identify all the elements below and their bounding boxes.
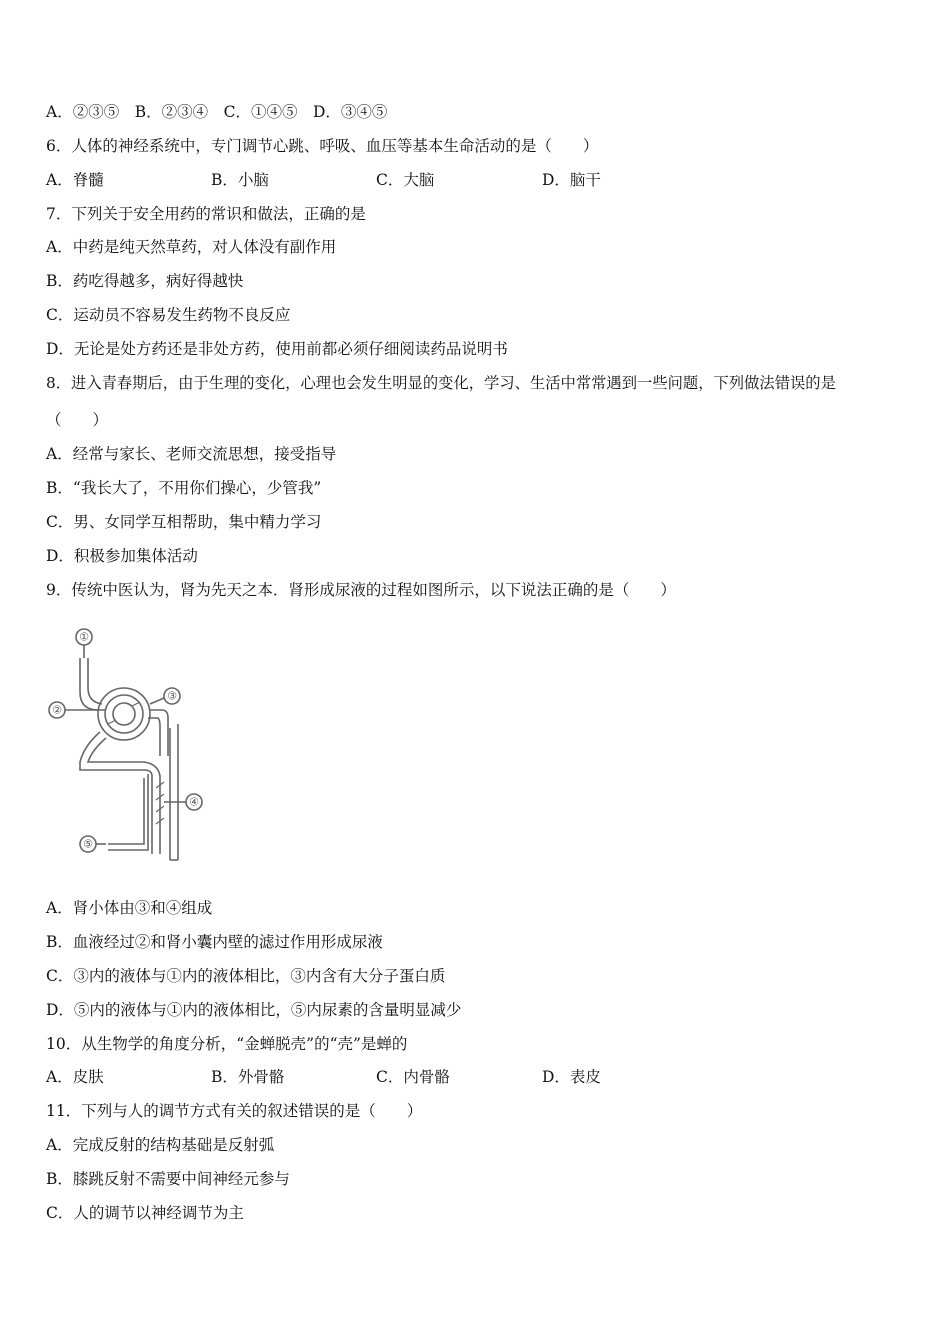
efferent-vessel-inner [148,718,160,756]
q6-option-b: B．小脑 [211,171,269,189]
q9-option-b: B．血液经过②和肾小囊内壁的滤过作用形成尿液 [46,933,383,951]
q10-option-d: D．表皮 [542,1068,601,1086]
glomerulus [113,703,135,725]
leader-line-3 [150,698,164,704]
efferent-vessel [150,710,168,756]
q9-stem: 9．传统中医认为，肾为先天之本．肾形成尿液的过程如图所示，以下说法正确的是（ ） [46,581,676,599]
q10-option-a: A．皮肤 [46,1068,104,1086]
q6-option-c: C．大脑 [376,171,435,189]
q10-stem: 10．从生物学的角度分析，“金蝉脱壳”的“壳”是蝉的 [46,1035,408,1053]
q8-stem-line2: （ ） [46,411,109,429]
diagram-label-5: ⑤ [83,837,93,851]
q11-option-c: C．人的调节以神经调节为主 [46,1204,244,1222]
q11-option-a: A．完成反射的结构基础是反射弧 [46,1136,275,1154]
q6-option-a: A．脊髓 [46,171,104,189]
q8-option-c: C．男、女同学互相帮助，集中精力学习 [46,513,322,531]
renal-tubule-inner [88,738,160,854]
capillary-return-inner [108,774,148,850]
q9-option-c: C．③内的液体与①内的液体相比，③内含有大分子蛋白质 [46,967,446,985]
q8-option-d: D．积极参加集体活动 [46,547,198,565]
bowmans-capsule-inner [105,695,143,733]
q7-stem: 7．下列关于安全用药的常识和做法，正确的是 [46,205,366,223]
q8-option-a: A．经常与家长、老师交流思想，接受指导 [46,445,337,463]
afferent-vessel-inner [88,658,102,704]
nephron-diagram [44,624,214,874]
capillary-tick [108,720,116,724]
q10-option-c: C．内骨骼 [376,1068,450,1086]
capillary-return [108,778,144,844]
q6-stem: 6．人体的神经系统中，专门调节心跳、呼吸、血压等基本生命活动的是（ ） [46,137,599,155]
capillary-tick [132,702,140,706]
q5-options: A．②③⑤ B．②③④ C．①④⑤ D．③④⑤ [46,103,388,121]
q10-option-b: B．外骨骼 [211,1068,285,1086]
q11-option-b: B．膝跳反射不需要中间神经元参与 [46,1170,290,1188]
q7-option-c: C．运动员不容易发生药物不良反应 [46,306,291,324]
q8-option-b: B．“我长大了，不用你们操心，少管我” [46,479,322,497]
q11-stem: 11．下列与人的调节方式有关的叙述错误的是（ ） [46,1102,423,1120]
q8-stem-line1: 8．进入青春期后，由于生理的变化，心理也会发生明显的变化，学习、生活中常常遇到一些问题，下列做法错误的是 [46,374,836,392]
q9-option-a: A．肾小体由③和④组成 [46,899,213,917]
q7-option-d: D．无论是处方药还是非处方药，使用前都必须仔细阅读药品说明书 [46,340,508,358]
q6-option-d: D．脑干 [542,171,601,189]
q7-option-b: B．药吃得越多，病好得越快 [46,272,244,290]
q9-option-d: D．⑤内的液体与①内的液体相比，⑤内尿素的含量明显减少 [46,1001,462,1019]
diagram-label-1: ① [79,630,89,644]
q7-option-a: A．中药是纯天然草药，对人体没有副作用 [46,238,337,256]
diagram-label-3: ③ [167,689,177,703]
diagram-label-2: ② [52,703,62,717]
diagram-label-4: ④ [189,795,199,809]
